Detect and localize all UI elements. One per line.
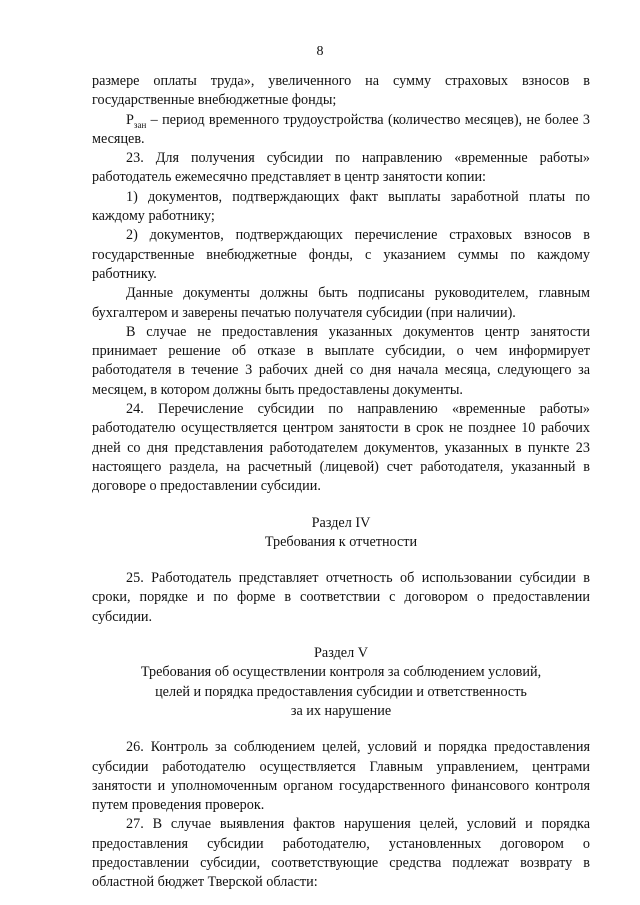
section-5-label: Раздел V [314, 645, 368, 662]
paragraph-27: 27. В случае выявления фактов нарушения целей, условий и порядка предоставления субсидии работодателю, установленных договором о предоставлении субсидии, соответствующие средства подлежат возврату в областной бюджет Тверской области: [92, 816, 590, 891]
section-5-title-line-3: за их нарушение [290, 702, 392, 719]
paragraph-23-signature: Данные документы должны быть подписаны руководителем, главным бухгалтером и заверены печатью получателя субсидии (при наличии). [92, 285, 590, 321]
page-number: 8 [316, 44, 324, 59]
section-4-label: Раздел IV [311, 514, 371, 531]
paragraph-23-item-1: 1) документов, подтверждающих факт выплаты заработной платы по каждому работнику; [92, 188, 590, 225]
formula-subscript: зан [133, 119, 147, 130]
paragraph-26: 26. Контроль за соблюдением целей, условий и порядка предоставления субсидии работодателю осуществляется Главным управлением, центрами занятости и уполномоченным органом государственного финансового контроля путем проведения проверок. [92, 739, 590, 814]
paragraph-23-refusal: В случае не предоставления указанных документов центр занятости принимает решение об отказе в выплате субсидии, о чем информирует работодателя в течение 3 рабочих дней со дня начала месяца, следующего за месяцем, в котором должны быть предоставлены документы. [92, 323, 590, 398]
paragraph-period-definition [92, 111, 590, 150]
formula-variable: P [126, 111, 134, 128]
document-body [92, 72, 590, 893]
section-4-title: Требования к отчетности [264, 533, 418, 550]
paragraph-23-item-2: 2) документов, подтверждающих перечисление страховых взносов в государственные внебюджетные фонды, с указанием суммы по каждому работнику. [92, 227, 590, 282]
section-5-title-line-1: Требования об осуществлении контроля за соблюдением условий, [140, 664, 542, 681]
section-5-title-line-2: целей и порядка предоставления субсидии и ответственность [155, 683, 527, 700]
period-definition-text: – период временного трудоустройства (количество месяцев), не более 3 месяцев. [92, 111, 590, 147]
paragraph-24: 24. Перечисление субсидии по направлению «временные работы» работодателю осуществляется центром занятости в срок не позднее 10 рабочих дней со дня представления работодателем документов, указанных в пункте 23 настоящего раздела, на расчетный (лицевой) счет работодателя, указанный в договоре о предоставлении субсидии. [92, 401, 590, 495]
paragraph-25: 25. Работодатель представляет отчетность об использовании субсидии в сроки, порядке и по форме в соответствии с договором о предоставлении субсидии. [92, 570, 590, 625]
paragraph-23: 23. Для получения субсидии по направлению «временные работы» работодатель ежемесячно представляет в центр занятости копии: [92, 150, 590, 186]
paragraph-continuation: размере оплаты труда», увеличенного на сумму страховых взносов в государственные внебюджетные фонды; [92, 73, 590, 109]
